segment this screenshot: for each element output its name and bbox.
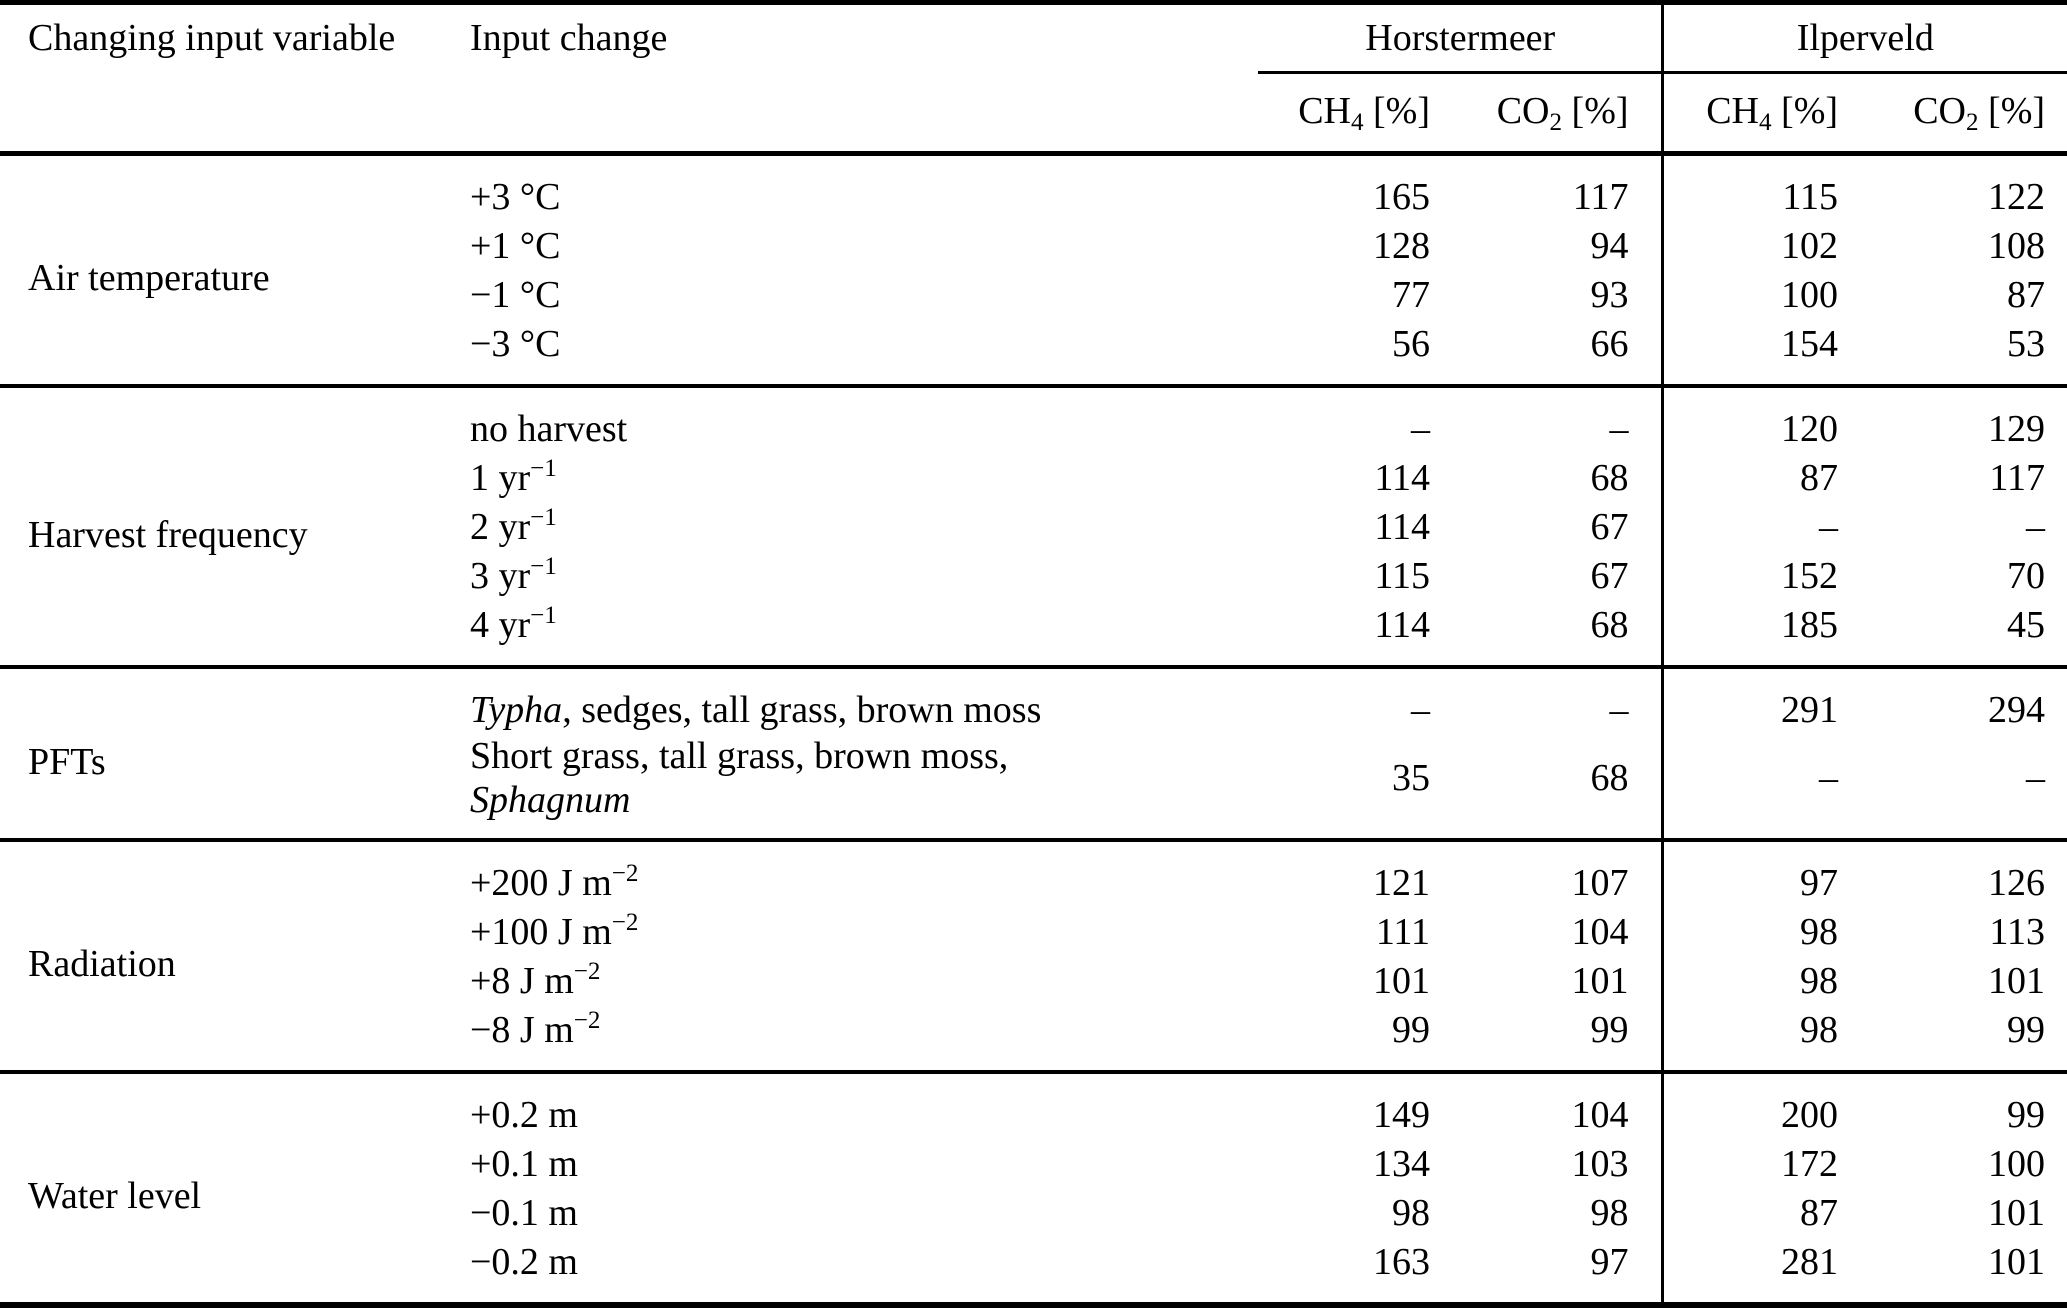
input-change-label: [440, 600, 1130, 667]
ilperveld-co2-value: 294: [1988, 688, 2046, 731]
subscript-text: 4: [1350, 109, 1364, 137]
variable-label: Radiation: [28, 943, 176, 985]
ilperveld-ch4-value: 87: [1800, 456, 1839, 499]
text-segment: −8 J m: [470, 1008, 574, 1051]
ilperveld-ch4-value: 98: [1800, 1008, 1839, 1051]
text-segment: +0.1 m: [470, 1142, 578, 1185]
italic-text: Sphagnum: [470, 779, 631, 821]
horstermeer-co2-value: 93: [1430, 270, 1662, 319]
text-segment: [%]: [1771, 90, 1839, 132]
text-segment: −3 °C: [470, 322, 561, 365]
ilperveld-ch4-value: 152: [1781, 554, 1839, 597]
horstermeer-ch4-value: 128: [1373, 224, 1430, 267]
subscript-text: 2: [1549, 109, 1563, 137]
text-segment: 4 yr: [470, 603, 531, 646]
text-segment: +200 J m: [470, 861, 612, 904]
horstermeer-co2-value: 104: [1430, 907, 1662, 956]
horstermeer-ch4-value: 101: [1373, 959, 1430, 1002]
input-change-label: [440, 907, 1130, 956]
section-radiation: [0, 840, 2067, 1072]
italic-text: Typha: [470, 688, 563, 731]
text-segment: [%]: [1562, 90, 1629, 132]
text-segment: −0.2 m: [470, 1240, 578, 1283]
ilperveld-co2-value: –: [2026, 757, 2046, 799]
horstermeer-co2-value: 107: [1430, 840, 1662, 907]
group-header-underline: [1258, 71, 2067, 74]
horstermeer-ch4-value: 163: [1373, 1240, 1430, 1283]
horstermeer-ch4-value: 134: [1373, 1142, 1430, 1185]
column-header-ilperveld-co2: [1838, 71, 2067, 154]
horstermeer-co2-value: –: [1430, 667, 1662, 734]
subscript-text: 4: [1759, 109, 1772, 137]
superscript-text: −2: [573, 958, 601, 986]
horstermeer-co2-value: 117: [1430, 154, 1662, 222]
horstermeer-ch4-value: 99: [1392, 1008, 1430, 1051]
ilperveld-co2-value: 126: [1988, 861, 2046, 904]
input-change-label: [440, 1139, 1130, 1188]
input-change-label: [440, 221, 1130, 270]
horstermeer-ch4-value: –: [1411, 688, 1430, 731]
horstermeer-ch4-value: 114: [1374, 603, 1430, 646]
ilperveld-co2-value: 53: [2007, 322, 2046, 365]
group-header-row: [0, 3, 2067, 72]
ilperveld-co2-value: 108: [1988, 224, 2046, 267]
ilperveld-co2-value: 100: [1988, 1142, 2046, 1185]
horstermeer-co2-value: 103: [1430, 1139, 1662, 1188]
text-segment: +0.2 m: [470, 1093, 578, 1136]
text-segment: +8 J m: [470, 959, 574, 1002]
column-header-input-change: Input change: [470, 17, 668, 59]
horstermeer-co2-value: –: [1430, 386, 1662, 453]
subcolumn-header-row: [0, 71, 2067, 154]
text-segment: −1 °C: [470, 273, 561, 316]
horstermeer-co2-value: 94: [1430, 221, 1662, 270]
text-segment: CH: [1298, 90, 1351, 132]
text-segment: 2 yr: [470, 505, 531, 548]
ilperveld-ch4-value: 154: [1781, 322, 1839, 365]
horstermeer-co2-value: 68: [1430, 734, 1662, 840]
superscript-text: −1: [530, 504, 557, 532]
ilperveld-ch4-value: 115: [1782, 175, 1839, 218]
ilperveld-ch4-value: 172: [1781, 1142, 1839, 1185]
input-change-label: [440, 840, 1130, 907]
horstermeer-co2-value: 97: [1430, 1237, 1662, 1305]
horstermeer-ch4-value: 121: [1373, 861, 1430, 904]
input-change-label: [440, 956, 1130, 1005]
horstermeer-ch4-value: 114: [1374, 505, 1430, 548]
subheader-spacer: [0, 71, 1130, 154]
ilperveld-ch4-value: 98: [1800, 910, 1839, 953]
ilperveld-co2-value: 113: [1989, 910, 2046, 953]
ilperveld-ch4-value: 102: [1781, 224, 1839, 267]
horstermeer-co2-value: 67: [1430, 502, 1662, 551]
input-change-label: [440, 502, 1130, 551]
input-change-label: [440, 1188, 1130, 1237]
horstermeer-ch4-value: 114: [1374, 456, 1430, 499]
group-header-ilperveld: Ilperveld: [1796, 17, 1934, 59]
section-harvest-frequency: [0, 386, 2067, 667]
table-row: [0, 667, 2067, 734]
subscript-text: 2: [1966, 109, 1979, 137]
text-segment: no harvest: [470, 407, 628, 450]
input-change-label: [440, 551, 1130, 600]
section-air-temperature: [0, 154, 2067, 387]
text-segment: +1 °C: [470, 224, 561, 267]
horstermeer-co2-value: 67: [1430, 551, 1662, 600]
table-header: [0, 3, 2067, 154]
ilperveld-ch4-value: 100: [1781, 273, 1839, 316]
ilperveld-ch4-value: –: [1819, 757, 1839, 799]
input-change-label: [440, 386, 1130, 453]
horstermeer-co2-value: 68: [1430, 453, 1662, 502]
text-segment: [%]: [1363, 90, 1430, 132]
horstermeer-co2-value: 66: [1430, 319, 1662, 386]
variable-label: Harvest frequency: [28, 513, 308, 556]
ilperveld-co2-value: 101: [1988, 959, 2046, 1002]
horstermeer-ch4-value: 98: [1392, 1191, 1430, 1234]
horstermeer-co2-value: 98: [1430, 1188, 1662, 1237]
ilperveld-ch4-value: 281: [1781, 1240, 1839, 1283]
horstermeer-co2-value: 68: [1430, 600, 1662, 667]
ilperveld-co2-value: 117: [1989, 456, 2046, 499]
horstermeer-ch4-value: 149: [1373, 1093, 1430, 1136]
input-change-label: [440, 1237, 1130, 1305]
horstermeer-ch4-value: –: [1411, 407, 1430, 450]
column-header-ilperveld-ch4: [1662, 71, 1838, 154]
ilperveld-co2-value: –: [2026, 505, 2046, 548]
text-segment: −0.1 m: [470, 1191, 578, 1234]
input-change-label: [440, 270, 1130, 319]
group-header-horstermeer: Horstermeer: [1130, 3, 1662, 72]
superscript-text: −1: [530, 553, 557, 581]
ilperveld-co2-value: 99: [2007, 1008, 2046, 1051]
text-segment: [%]: [1978, 90, 2046, 132]
ilperveld-ch4-value: –: [1819, 505, 1839, 548]
column-header-horstermeer-ch4: [1130, 71, 1430, 154]
ilperveld-co2-value: 87: [2007, 273, 2046, 316]
text-segment: +3 °C: [470, 175, 561, 218]
input-change-label: [440, 453, 1130, 502]
input-change-label: [440, 1005, 1130, 1072]
text-segment: , sedges, tall grass, brown moss: [562, 688, 1042, 731]
text-segment: 3 yr: [470, 554, 531, 597]
text-segment: CO: [1913, 90, 1966, 132]
superscript-text: −1: [530, 602, 557, 630]
horstermeer-ch4-value: 77: [1392, 273, 1430, 316]
ilperveld-ch4-value: 120: [1781, 407, 1839, 450]
ilperveld-ch4-value: 185: [1781, 603, 1839, 646]
input-change-label: [440, 734, 1130, 840]
ilperveld-co2-value: 122: [1988, 175, 2046, 218]
variable-label: Water level: [28, 1175, 202, 1217]
text-segment: CH: [1706, 90, 1759, 132]
text-segment: +100 J m: [470, 910, 612, 953]
horstermeer-co2-value: 99: [1430, 1005, 1662, 1072]
text-segment: CO: [1496, 90, 1550, 132]
horstermeer-ch4-value: 56: [1392, 322, 1430, 365]
ilperveld-co2-value: 101: [1988, 1191, 2046, 1234]
table-row: [0, 840, 2067, 907]
variable-label: PFTs: [28, 740, 106, 783]
input-change-label: [440, 319, 1130, 386]
superscript-text: −2: [611, 860, 639, 888]
horstermeer-ch4-value: 115: [1374, 554, 1430, 597]
ilperveld-ch4-value: 200: [1781, 1093, 1839, 1136]
ilperveld-co2-value: 101: [1988, 1240, 2046, 1283]
ilperveld-ch4-value: 97: [1800, 861, 1839, 904]
horstermeer-co2-value: 101: [1430, 956, 1662, 1005]
superscript-text: −1: [530, 455, 557, 483]
table-row: [0, 1072, 2067, 1139]
ilperveld-co2-value: 45: [2007, 603, 2046, 646]
column-header-horstermeer-co2: [1430, 71, 1662, 154]
ilperveld-co2-value: 70: [2007, 554, 2046, 597]
ilperveld-co2-value: 99: [2007, 1093, 2046, 1136]
input-change-label: [440, 1072, 1130, 1139]
superscript-text: −2: [611, 909, 639, 937]
text-segment: 1 yr: [470, 456, 531, 499]
ilperveld-ch4-value: 87: [1800, 1191, 1839, 1234]
horstermeer-ch4-value: 35: [1392, 757, 1430, 799]
section-water-level: [0, 1072, 2067, 1305]
input-change-label: [440, 667, 1130, 734]
column-header-changing-input-variable: Changing input variable: [28, 17, 396, 59]
table-row: [0, 386, 2067, 453]
variable-label: Air temperature: [28, 257, 270, 299]
text-segment: Short grass, tall grass, brown moss,: [470, 735, 1009, 777]
horstermeer-ch4-value: 111: [1375, 910, 1430, 953]
ilperveld-ch4-value: 291: [1781, 688, 1839, 731]
horstermeer-co2-value: 104: [1430, 1072, 1662, 1139]
table-row: [0, 154, 2067, 222]
ilperveld-co2-value: 129: [1988, 407, 2046, 450]
input-change-label: [440, 154, 1130, 222]
ilperveld-ch4-value: 98: [1800, 959, 1839, 1002]
horstermeer-ch4-value: 165: [1373, 175, 1430, 218]
section-pfts: [0, 667, 2067, 840]
superscript-text: −2: [573, 1007, 601, 1035]
